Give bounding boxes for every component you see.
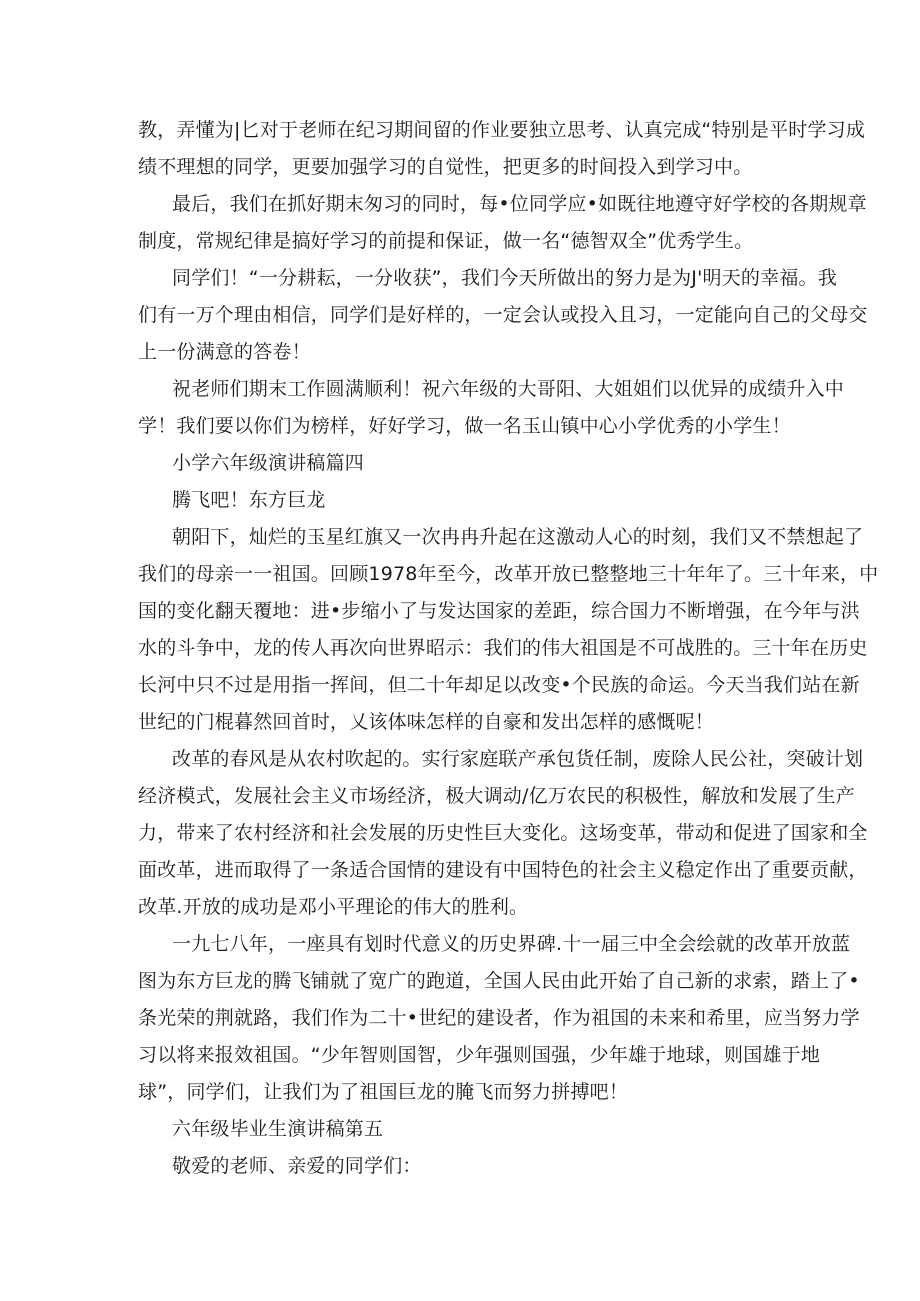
paragraph-start-line: 一九七八年，一座具有划时代意义的历史界碑.十一届三中全会绘就的改革开放蓝 [172,933,851,955]
text-line: 世纪的门棍暮然回首时，乂该体味怎样的自豪和发出怎样的感慨呢！ [138,711,715,733]
text-line: 习以将来报效祖国。“少年智则国智，少年强则国强，少年雄于地球，则国雄于地 [138,1044,821,1066]
section-heading: 六年级毕业生演讲稿第五 [172,1118,384,1140]
text-line: 图为东方巨龙的腾飞铺就了宽广的跑道，全国人民由此开始了自己新的求索，踏上了• [138,970,860,992]
text-line: 条光荣的荆就路，我们作为二十•世纪的建设者，作为祖国的未来和希里，应当努力学 [138,1007,860,1029]
paragraph-start-line: 同学们！“一分耕耘，一分收获”，我们今天所做出的努力是为J'明天的幸福。我 [172,267,837,289]
paragraph-start-line: 最后，我们在抓好期末匆习的同时，每•位同学应•如既往地遵守好学校的各期规章 [172,193,867,215]
speech-title: 腾飞吧！东方巨龙 [172,489,326,511]
section-heading: 小学六年级演讲稿篇四 [172,452,365,474]
text-line: 球”，同学们，让我们为了祖国巨龙的腌飞而努力拼搏吧！ [138,1081,629,1103]
text-line: 国的变化翻天覆地：进•步缩小了与发达国家的差距，综合国力不断增强，在今年与洪 [138,600,860,622]
text-line: 改革.开放的成功是邓小平理论的伟大的胜利。 [138,896,529,918]
text-line: 我们的母亲一一祖国。回顾1978年至今，改革开放已整整地三十年年了。三十年来，中 [138,563,879,585]
salutation: 敬爱的老师、亲爱的同学们： [172,1155,422,1177]
text-line: 水的斗争中，龙的传人再次向世界昭示：我们的伟大祖国是不可战胜的。三十年在历史 [138,637,868,659]
paragraph-start-line: 朝阳下，灿烂的玉星红旗又一次冉冉升起在这激动人心的时刻，我们又不禁想起了 [172,526,864,548]
text-line: 学！我们要以你们为榜样，好好学习，做一名玉山镇中心小学优秀的小学生！ [138,415,791,437]
text-line: 长河中只不过是用指一挥间，但二十年却足以改变•个民族的命运。今天当我们站在新 [138,674,860,696]
text-line: 教，弄懂为|匕对于老师在纪习期间留的作业要独立思考、认真完成“特别是平时学习成 [138,119,866,141]
paragraph-start-line: 改革的春风是从农村吹起的。实行家庭联产承包货任制，废除人民公社，突破计划 [172,748,864,770]
text-line: 制度，常规纪律是搞好学习的前提和保证，做一名“德智双全”优秀学生。 [138,230,754,252]
text-line: 经济模式，发展社会主义市场经济，极大调动/亿万农民的积极性，解放和发展了生产 [138,785,856,807]
text-line: 们有一万个理由相信，同学们是好样的，一定会认或投入且习，一定能向自己的父母交 [138,304,868,326]
text-line: 上一份满意的答卷！ [138,341,311,363]
paragraph-start-line: 祝老师们期末工作圆满顺利！祝六年级的大哥阳、大姐姐们以优异的成绩升入中 [172,378,845,400]
text-line: 面改革，进而取得了一条适合国情的建设有中国特色的社会主义稳定作出了重要贡献， [138,859,868,881]
text-line: 绩不理想的同学，更要加强学习的自觉性，把更多的时间投入到学习中。 [138,156,753,178]
text-line: 力，带来了农村经济和社会发展的历史性巨大变化。这场变革，带动和促进了国家和全 [138,822,868,844]
